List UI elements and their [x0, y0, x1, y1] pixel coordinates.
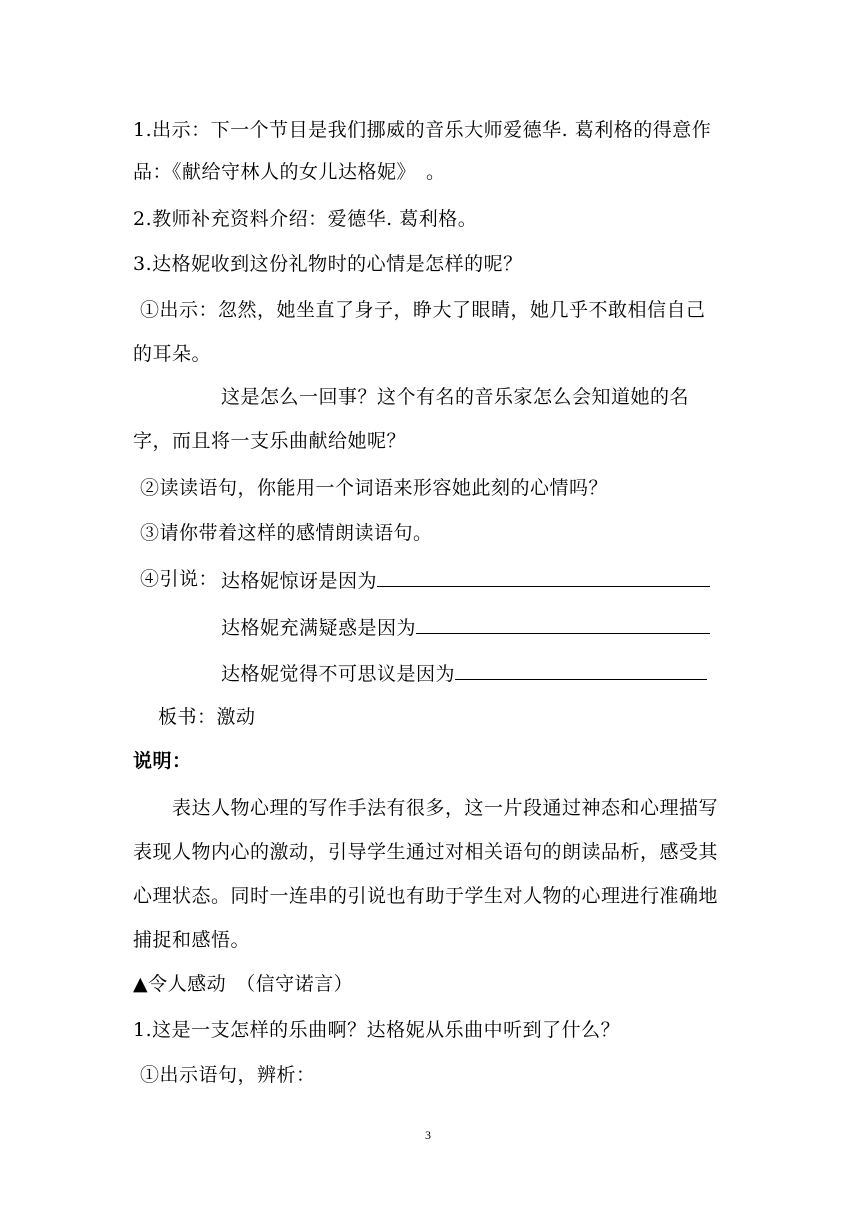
- sub1-line3: 这是怎么一回事？这个有名的音乐家怎么会知道她的名: [221, 386, 690, 408]
- sub4-line2: [221, 613, 710, 641]
- sub4-line3: [221, 659, 707, 687]
- item3-text: 3.达格妮收到这份礼物时的心情是怎样的呢？: [133, 253, 523, 275]
- fill-blank-2: [416, 613, 710, 634]
- note-line3: 心理状态。同时一连串的引说也有助于学生对人物的心理进行准确地: [133, 885, 719, 907]
- page-number: 3: [425, 1128, 431, 1142]
- item1-line1: 1.出示：下一个节目是我们挪威的音乐大师爱德华. 葛利格的得意作: [133, 119, 712, 141]
- note-line2: 表现人物内心的激动，引导学生通过对相关语句的朗读品析，感受其: [133, 841, 719, 863]
- fill-blank-1: [377, 566, 710, 587]
- note-line4: 捕捉和感悟。: [133, 929, 251, 951]
- sub1-line1: ①出示：忽然，她坐直了身子，睁大了眼睛，她几乎不敢相信自己: [140, 299, 706, 321]
- sec-item1: 1.这是一支怎样的乐曲啊？达格妮从乐曲中听到了什么？: [133, 1019, 621, 1041]
- section-heading: ▲令人感动 （信守诺言）: [133, 973, 354, 995]
- fill-blank-3: [455, 659, 707, 680]
- sub3-text: ③请你带着这样的感情朗读语句。: [140, 522, 433, 544]
- item1-line2: 品：《献给守林人的女儿达格妮》 。: [133, 161, 446, 183]
- note-line1: 表达人物心理的写作手法有很多，这一片段通过神态和心理描写: [172, 797, 719, 819]
- sec-sub1: ①出示语句，辨析：: [140, 1064, 316, 1086]
- sub1-line4: 字，而且将一支乐曲献给她呢？: [133, 430, 407, 452]
- sub4-line3-text: 达格妮觉得不可思议是因为: [221, 663, 456, 685]
- sub4-prefix: ④引说：: [140, 568, 219, 590]
- item2-text: 2.教师补充资料介绍：爱德华. 葛利格。: [133, 208, 478, 230]
- sub4-line1-text: 达格妮惊讶是因为: [221, 570, 378, 592]
- sub1-line2: 的耳朵。: [133, 343, 212, 365]
- sub4-line2-text: 达格妮充满疑惑是因为: [221, 617, 417, 639]
- sub4-line1: [221, 566, 710, 594]
- note-heading: 说明：: [133, 750, 192, 772]
- board-text: 板书：激动: [158, 706, 256, 728]
- sub2-text: ②读读语句，你能用一个词语来形容她此刻的心情吗？: [140, 477, 609, 499]
